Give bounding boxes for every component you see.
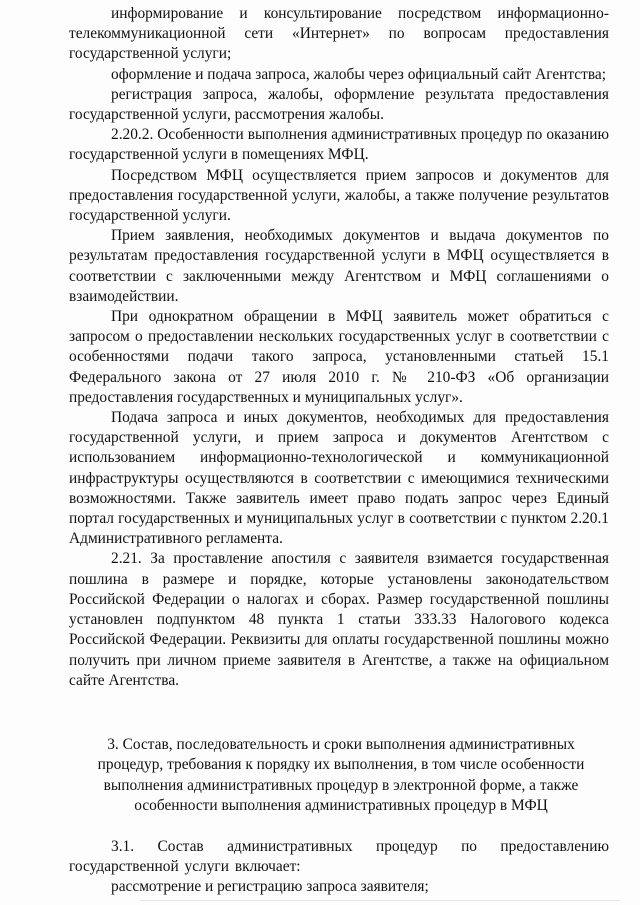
- paragraph-registration: регистрация запроса, жалобы, оформление результата предоставления государственной услуги, рассмотрения жалобы.: [69, 85, 609, 124]
- paragraph-mfc-intake: Посредством МФЦ осуществляется прием запросов и документов для предоставления государственной услуги, жалобы, а также получение результатов государственной услуги.: [69, 166, 609, 225]
- paragraph-informing: информирование и консультирование посредством информационно-телекоммуникационной сети «Интернет» по вопросам предоставления государственной услуги;: [69, 5, 609, 63]
- section-3-heading: 3. Состав, последовательность и сроки выполнения административных процедур, требования к порядку их выполнения, в том числе особенности выполнения административных процедур в электронной форме, а также особенности выполнения административных процедур в МФЦ: [97, 735, 585, 815]
- paragraph-electronic-submission: Подача запроса и иных документов, необходимых для предоставления государственной услуги, и прием запроса и документов Агентством с использованием информационно-технологической и коммуникационной инфраструктуры осуществляются в соответствии с имеющимися техническими возможностями. Также заявитель имеет право подать запрос через Единый портал государственных и муниципальных услуг в соответствии с пунктом 2.20.1 Административного регламента.: [69, 409, 609, 548]
- paragraph-submission: оформление и подача запроса, жалобы через официальный сайт Агентства;: [111, 65, 607, 83]
- paragraph-section-2-20-2: 2.20.2. Особенности выполнения административных процедур по оказанию государственной услуги в помещениях МФЦ.: [69, 126, 609, 164]
- document-body: [69, 4, 609, 898]
- paragraph-mfc-agreements: Прием заявления, необходимых документов и выдача документов по результатам предоставления государственной услуги в МФЦ осуществляется в соответствии с заключенными между Агентством и МФЦ соглашениями о взаимодействии.: [69, 227, 609, 305]
- paragraph-single-request: При однократном обращении в МФЦ заявитель может обратиться с запросом о предоставлении нескольких государственных услуг в соответствии с особенностями подачи такого запроса, установленными статьей 15.1 Федерального закона от 27 июля 2010 г. № 210-ФЗ «Об организации предоставления государственных и муниципальных услуг».: [69, 308, 609, 406]
- paragraph-section-3-1: 3.1. Состав административных процедур по предоставлению государственной услуги включает:: [69, 837, 609, 876]
- scan-edge-line: [140, 900, 620, 901]
- paragraph-list-item-review: рассмотрение и регистрацию запроса заявителя;: [111, 878, 429, 896]
- paragraph-section-2-21-fee: 2.21. За проставление апостиля с заявителя взимается государственная пошлина в размере и порядке, которые установлены законодательством Российской Федерации о налогах и сборах. Размер государственной пошлины установлен подпунктом 48 пункта 1 статьи 333.33 Налогового кодекса Российской Федерации. Реквизиты для оплаты государственной пошлины можно получить при личном приеме заявителя в Агентстве, а также на официальном сайте Агентства.: [69, 550, 609, 689]
